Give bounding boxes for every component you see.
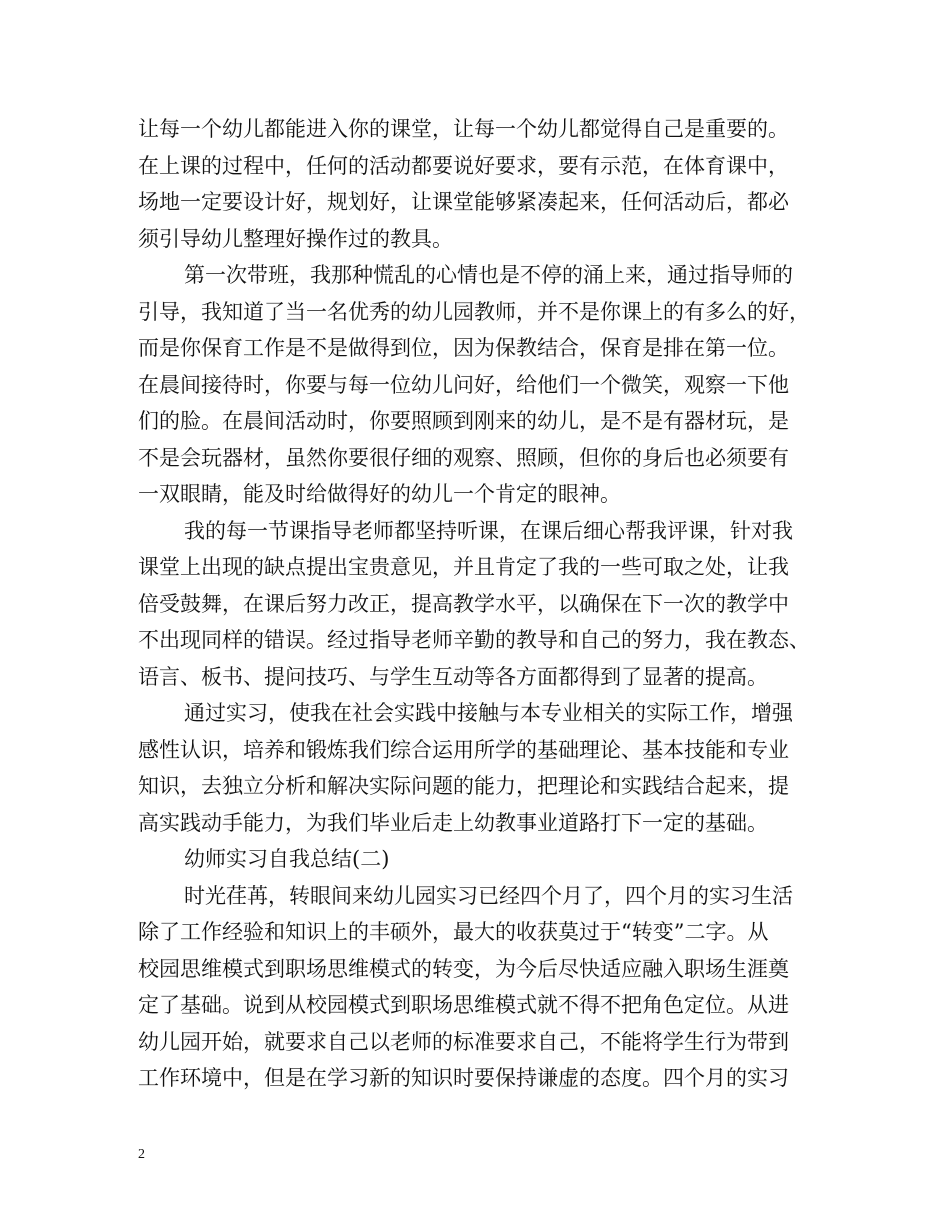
- text-line: 课堂上出现的缺点提出宝贵意见，并且肯定了我的一些可取之处，让我: [138, 555, 789, 579]
- paragraph-first-line: 通过实习，使我在社会实践中接触与本专业相关的实际工作，增强: [184, 701, 793, 725]
- text-line: 高实践动手能力，为我们毕业后走上幼教事业道路打下一定的基础。: [138, 810, 768, 835]
- section-heading: 幼师实习自我总结(二): [184, 847, 390, 871]
- text-line: 校园思维模式到职场思维模式的转变，为今后尽快适应融入职场生涯奠: [138, 956, 789, 981]
- text-line: 们的脸。在晨间活动时，你要照顾到刚来的幼儿，是不是有器材玩，是: [138, 409, 789, 433]
- text-line: 在晨间接待时，你要与每一位幼儿问好，给他们一个微笑，观察一下他: [138, 372, 789, 397]
- body-text: [138, 111, 838, 1097]
- text-line: 而是你保育工作是不是做得到位，因为保教结合，保育是排在第一位。: [138, 336, 789, 360]
- text-line: 不是会玩器材，虽然你要很仔细的观察、照顾，但你的身后也必须要有: [138, 445, 789, 470]
- text-line: 语言、板书、提问技巧、与学生互动等各方面都得到了显著的提高。: [138, 664, 768, 689]
- text-line: 让每一个幼儿都能进入你的课堂，让每一个幼儿都觉得自己是重要的。: [138, 117, 789, 141]
- text-line: 工作环境中，但是在学习新的知识时要保持谦虚的态度。四个月的实习: [138, 1066, 789, 1090]
- paragraph-first-line: 第一次带班，我那种慌乱的心情也是不停的涌上来，通过指导师的: [184, 263, 793, 287]
- text-line: 定了基础。说到从校园模式到职场思维模式就不得不把角色定位。从进: [138, 993, 789, 1017]
- text-line: 在上课的过程中，任何的活动都要说好要求，要有示范，在体育课中，: [138, 153, 789, 178]
- paragraph-first-line: 我的每一节课指导老师都坚持听课，在课后细心帮我评课，针对我: [184, 518, 793, 543]
- text-line: 一双眼睛，能及时给做得好的幼儿一个肯定的眼神。: [138, 482, 621, 506]
- text-line: 倍受鼓舞，在课后努力改正，提高教学水平，以确保在下一次的教学中: [138, 591, 789, 616]
- text-line: 感性认识，培养和锻炼我们综合运用所学的基础理论、基本技能和专业: [138, 737, 789, 762]
- text-line: 不出现同样的错误。经过指导老师辛勤的教导和自己的努力，我在教态、: [138, 628, 810, 652]
- text-line: 幼儿园开始，就要求自己以老师的标准要求自己，不能将学生行为带到: [138, 1029, 789, 1054]
- paragraph-first-line: 时光荏苒，转眼间来幼儿园实习已经四个月了，四个月的实习生活: [184, 883, 793, 908]
- text-line: 场地一定要设计好，规划好，让课堂能够紧凑起来，任何活动后，都必: [138, 190, 789, 214]
- text-line: 除了工作经验和知识上的丰硕外，最大的收获莫过于“转变”二字。从: [138, 920, 769, 944]
- text-line: 知识，去独立分析和解决实际问题的能力，把理论和实践结合起来，提: [138, 774, 789, 798]
- text-line: 须引导幼儿整理好操作过的教具。: [138, 226, 453, 251]
- page-number: 2: [138, 1147, 145, 1162]
- text-line: 引导，我知道了当一名优秀的幼儿园教师，并不是你课上的有多么的好，: [138, 299, 810, 324]
